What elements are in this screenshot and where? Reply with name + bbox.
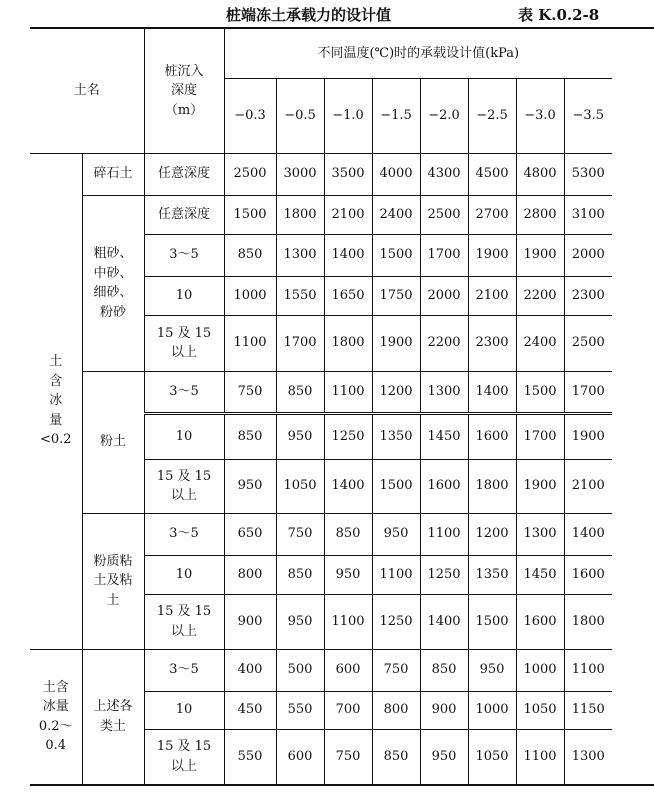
value-cell: 1050: [468, 729, 516, 785]
soil-clay-l2: 土及粘: [93, 573, 133, 589]
value-cell: 1700: [516, 413, 564, 459]
table-number: 表 K.0.2-8: [518, 6, 600, 24]
depth-10: 10: [144, 276, 224, 315]
depth-15-l2: 以上: [171, 623, 198, 639]
group-ice-lt-l5: <0.2: [39, 432, 72, 448]
table-title: 桩端冻土承载力的设计值: [226, 6, 392, 24]
value-cell: 2700: [468, 195, 516, 234]
value-cell: 500: [276, 649, 324, 691]
depth-15-l1: 15 及 15: [156, 325, 212, 341]
value-cell: 1900: [516, 234, 564, 276]
soil-sand-l1: 粗砂、: [93, 246, 133, 261]
value-cell: 900: [420, 691, 468, 729]
value-cell: 700: [324, 691, 372, 729]
value-cell: 750: [276, 513, 324, 555]
soil-sand: [82, 195, 144, 371]
value-cell: 1000: [516, 649, 564, 691]
value-cell: 2500: [564, 315, 612, 371]
depth-3-5: 3～5: [144, 513, 224, 555]
group-ice-range: [30, 649, 82, 785]
value-cell: 4300: [420, 153, 468, 195]
value-cell: 850: [224, 234, 276, 276]
header-row: [30, 28, 654, 78]
temp-header: −3.0: [516, 78, 564, 153]
value-cell: 1300: [420, 371, 468, 413]
depth-15: [144, 729, 224, 785]
depth-3-5: 3～5: [144, 371, 224, 413]
value-cell: 1700: [564, 371, 612, 413]
soil-above-l2: 类土: [100, 718, 127, 734]
value-cell: 1550: [276, 276, 324, 315]
value-cell: 600: [276, 729, 324, 785]
value-cell: 950: [276, 413, 324, 459]
value-cell: 1800: [564, 594, 612, 649]
table-row: [30, 153, 654, 195]
depth-15-l1: 15 及 15: [156, 739, 212, 755]
value-cell: 1300: [276, 234, 324, 276]
value-cell: 1100: [420, 513, 468, 555]
value-cell: 950: [276, 594, 324, 649]
temp-header: −1.5: [372, 78, 420, 153]
soil-sand-l2: 中砂、: [93, 265, 133, 281]
value-cell: 950: [372, 513, 420, 555]
value-cell: 5300: [564, 153, 612, 195]
depth-any: 任意深度: [144, 195, 224, 234]
depth-15-l2: 以上: [171, 488, 198, 503]
value-cell: 2300: [468, 315, 516, 371]
value-cell: 1250: [324, 413, 372, 459]
value-cell: 2100: [324, 195, 372, 234]
value-cell: 2100: [564, 459, 612, 513]
depth-3-5: 3～5: [144, 234, 224, 276]
soil-gravel: 碎石土: [82, 153, 144, 195]
value-cell: 1400: [324, 234, 372, 276]
header-temp-group: 不同温度(℃)时的承载设计值(kPa): [224, 28, 612, 78]
group-ice-range-l3: 0.2～: [38, 718, 73, 734]
value-cell: 1600: [564, 555, 612, 594]
value-cell: 850: [276, 555, 324, 594]
value-cell: 4000: [372, 153, 420, 195]
value-cell: 900: [224, 594, 276, 649]
value-cell: 950: [324, 555, 372, 594]
depth-15: [144, 459, 224, 513]
value-cell: 1900: [372, 315, 420, 371]
header-depth-line3: （m）: [164, 102, 204, 118]
value-cell: 1900: [468, 234, 516, 276]
value-cell: 1600: [516, 594, 564, 649]
table-row: [30, 371, 654, 413]
header-depth-line1: 桩沉入: [164, 63, 204, 79]
soil-clay-l1: 粉质粘: [93, 553, 133, 569]
group-ice-range-l1: 土含: [42, 679, 69, 695]
table-row: [30, 513, 654, 555]
value-cell: 1100: [516, 729, 564, 785]
value-cell: 1200: [468, 513, 516, 555]
soil-above: [82, 649, 144, 785]
value-cell: 950: [420, 729, 468, 785]
value-cell: 1000: [224, 276, 276, 315]
value-cell: 750: [372, 649, 420, 691]
value-cell: 450: [224, 691, 276, 729]
value-cell: 1500: [372, 234, 420, 276]
value-cell: 850: [324, 513, 372, 555]
value-cell: 1800: [324, 315, 372, 371]
value-cell: 1750: [372, 276, 420, 315]
value-cell: 1600: [468, 413, 516, 459]
group-ice-lt-l2: 含: [49, 373, 63, 389]
value-cell: 750: [324, 729, 372, 785]
temp-header: −2.5: [468, 78, 516, 153]
header-depth-line2: 深度: [171, 83, 198, 98]
value-cell: 4800: [516, 153, 564, 195]
value-cell: 1700: [420, 234, 468, 276]
value-cell: 1700: [276, 315, 324, 371]
value-cell: 1100: [564, 649, 612, 691]
depth-any: 任意深度: [144, 153, 224, 195]
value-cell: 850: [224, 413, 276, 459]
depth-15-l1: 15 及 15: [156, 604, 212, 619]
value-cell: 2400: [516, 315, 564, 371]
value-cell: 1900: [516, 459, 564, 513]
header-soil-name: 土名: [30, 28, 144, 153]
temp-header: −1.0: [324, 78, 372, 153]
depth-15: [144, 594, 224, 649]
value-cell: 1500: [372, 459, 420, 513]
value-cell: 1450: [420, 413, 468, 459]
value-cell: 1250: [372, 594, 420, 649]
value-cell: 1300: [564, 729, 612, 785]
value-cell: 1050: [276, 459, 324, 513]
value-cell: 2000: [420, 276, 468, 315]
bearing-capacity-table: [30, 27, 654, 786]
value-cell: 1900: [564, 413, 612, 459]
group-ice-lt-l3: 冰: [49, 393, 63, 409]
group-ice-range-l2: 冰量: [42, 699, 69, 715]
temp-header: −0.5: [276, 78, 324, 153]
depth-10: 10: [144, 691, 224, 729]
value-cell: 600: [324, 649, 372, 691]
value-cell: 1100: [372, 555, 420, 594]
depth-15-l1: 15 及 15: [156, 468, 212, 484]
temp-header: −3.5: [564, 78, 612, 153]
value-cell: 1100: [324, 371, 372, 413]
value-cell: 1650: [324, 276, 372, 315]
value-cell: 1000: [468, 691, 516, 729]
value-cell: 950: [224, 459, 276, 513]
value-cell: 950: [468, 649, 516, 691]
temp-header: −0.3: [224, 78, 276, 153]
value-cell: 1100: [324, 594, 372, 649]
value-cell: 1400: [564, 513, 612, 555]
soil-above-l1: 上述各: [93, 699, 133, 715]
value-cell: 1500: [516, 371, 564, 413]
value-cell: 1350: [468, 555, 516, 594]
depth-3-5: 3～5: [144, 649, 224, 691]
value-cell: 1200: [372, 371, 420, 413]
value-cell: 400: [224, 649, 276, 691]
value-cell: 1400: [468, 371, 516, 413]
value-cell: 3100: [564, 195, 612, 234]
value-cell: 1450: [516, 555, 564, 594]
value-cell: 1350: [372, 413, 420, 459]
group-ice-lt-l1: 土: [49, 354, 63, 370]
value-cell: 2800: [516, 195, 564, 234]
soil-clay: [82, 513, 144, 649]
soil-sand-l3: 细砂、: [93, 285, 133, 300]
value-cell: 2000: [564, 234, 612, 276]
value-cell: 650: [224, 513, 276, 555]
value-cell: 800: [224, 555, 276, 594]
value-cell: 2400: [372, 195, 420, 234]
value-cell: 1250: [420, 555, 468, 594]
group-ice-lt-l4: 量: [49, 412, 63, 428]
value-cell: 850: [276, 371, 324, 413]
header-depth: [144, 28, 224, 153]
value-cell: 2500: [420, 195, 468, 234]
value-cell: 1400: [420, 594, 468, 649]
depth-10: 10: [144, 555, 224, 594]
value-cell: 1500: [468, 594, 516, 649]
value-cell: 800: [372, 691, 420, 729]
value-cell: 550: [224, 729, 276, 785]
group-ice-lt: [30, 153, 82, 649]
depth-15-l2: 以上: [171, 345, 198, 360]
value-cell: 750: [224, 371, 276, 413]
group-ice-range-l4: 0.4: [45, 738, 67, 754]
value-cell: 1800: [276, 195, 324, 234]
value-cell: 1300: [516, 513, 564, 555]
table-row: [30, 195, 654, 234]
temp-header: −2.0: [420, 78, 468, 153]
value-cell: 2200: [516, 276, 564, 315]
value-cell: 1050: [516, 691, 564, 729]
value-cell: 850: [420, 649, 468, 691]
value-cell: 850: [372, 729, 420, 785]
depth-15: [144, 315, 224, 371]
value-cell: 3000: [276, 153, 324, 195]
soil-silt: 粉土: [82, 371, 144, 513]
value-cell: 550: [276, 691, 324, 729]
value-cell: 1600: [420, 459, 468, 513]
soil-clay-l3: 土: [106, 592, 120, 608]
value-cell: 3500: [324, 153, 372, 195]
value-cell: 2100: [468, 276, 516, 315]
value-cell: 2200: [420, 315, 468, 371]
value-cell: 2300: [564, 276, 612, 315]
value-cell: 1800: [468, 459, 516, 513]
value-cell: 1500: [224, 195, 276, 234]
value-cell: 2500: [224, 153, 276, 195]
value-cell: 4500: [468, 153, 516, 195]
value-cell: 1100: [224, 315, 276, 371]
value-cell: 1400: [324, 459, 372, 513]
soil-sand-l4: 粉砂: [100, 304, 127, 320]
depth-10: 10: [144, 413, 224, 459]
value-cell: 1150: [564, 691, 612, 729]
table-row: [30, 649, 654, 691]
depth-15-l2: 以上: [171, 758, 198, 774]
